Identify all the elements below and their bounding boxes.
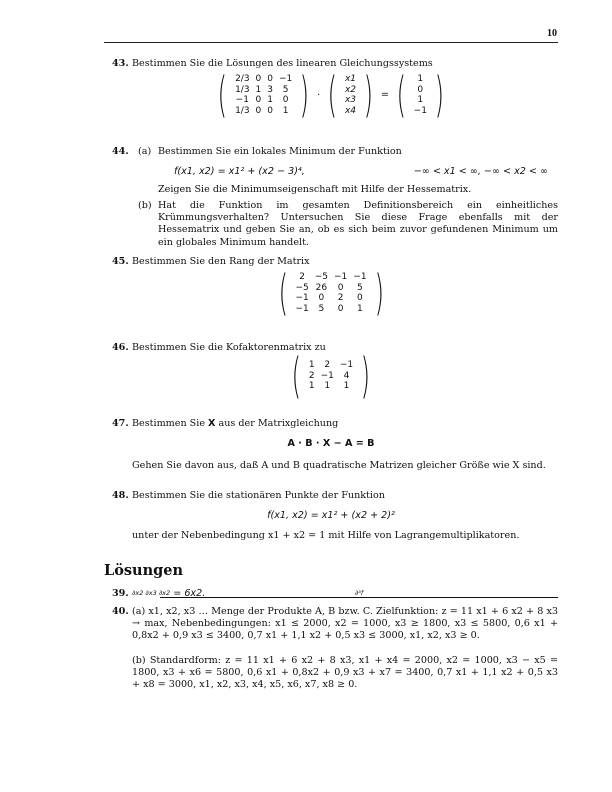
exercise-number: 44. [112, 146, 129, 157]
matrix-cell: −1 [295, 293, 309, 303]
exercise-text [132, 418, 558, 430]
exercise-number: 48. [112, 490, 129, 501]
solution-part-a: (a) x1, x2, x3 … Menge der Produkte A, B bzw. C. Zielfunktion: z = 11 x1 + 6 x2 + 8 x3 → max, Nebenbedingungen: x1 ≤ 2000, x2 = 1000, x3 ≥ 1800, x3 ≤ 5800, 0,6 x1 + 0,8x2 + 0,9 x3 ≤ 3400, 0,7 x1 + 1,1 x2 + 0,5 x3 ≤ 3000, x1, x2, x3 ≥ 0. [132, 606, 558, 642]
section-heading: Lösungen [104, 562, 184, 579]
matrix-cell: 1 [282, 105, 289, 116]
vector-cell: x4 [344, 105, 357, 116]
linear-system: ( 2/3 0 0 −1 1/3 1 3 5 −1 0 1 0 1/3 0 0 1 ) · ( x1 x2 x3 x4 ) = ( 1 0 1 −1 ) [218, 67, 444, 123]
matrix-cell: 1 [324, 381, 331, 392]
exercise-45 [104, 256, 558, 336]
matrix-symbol: X [208, 418, 216, 429]
matrix-cell: 0 [357, 293, 363, 303]
fraction-numerator: ∂³f [160, 590, 558, 598]
matrix-cell: −1 [339, 360, 354, 371]
matrix-cell: −5 [314, 272, 328, 282]
matrix-cell: 2/3 [235, 74, 250, 84]
exercise-43 [104, 58, 558, 138]
matrix-cell: 0 [267, 105, 274, 116]
part-label: (a) [138, 146, 152, 157]
part-text: Hat die Funktion im gesamten Definitionsbereich ein einheitliches Krümmungsverhalten? Untersuchen Sie diese Frage ebenfalls mit der Hessematrix und geben Sie an, ob es sich beim zuvor gefundenen Minimum um ein globales Minimum handelt. [158, 200, 558, 248]
matrix-cell: 5 [318, 303, 325, 314]
exercise-47 [104, 418, 558, 488]
header-rule [104, 42, 558, 43]
exercise-text: Bestimmen Sie die Kofaktorenmatrix zu [132, 342, 326, 353]
cofactor-source-matrix: ( 1 2 −1 2 −1 4 1 1 1 ) [291, 348, 371, 404]
part-text: Bestimmen Sie ein lokales Minimum der Funktion [158, 146, 402, 157]
matrix-cell: 0 [255, 95, 262, 105]
matrix-cell: −1 [320, 370, 334, 381]
exercise-44 [104, 146, 558, 256]
exercise-46 [104, 342, 558, 410]
text-part: aus der Matrixgleichung [215, 418, 339, 429]
matrix-cell: 5 [282, 84, 289, 95]
solution-number: 40. [112, 606, 129, 617]
unknown-vector [342, 74, 359, 116]
matrix-cell: −1 [295, 303, 309, 314]
matrix-cell: 2 [337, 293, 344, 303]
matrix [292, 272, 369, 314]
function-formula: f(x1, x2) = x1² + (x2 + 2)² [267, 510, 395, 521]
coefficient-matrix [232, 74, 295, 116]
matrix-cell: 0 [318, 293, 325, 303]
function-formula: f(x1, x2) = x1² + (x2 − 3)⁴, [174, 166, 305, 177]
fraction-denominator: ∂x2 ∂x3 ∂x2 [132, 588, 171, 597]
matrix-cell: −1 [334, 272, 348, 282]
equals-sign: = [380, 89, 389, 101]
matrix-cell: 5 [357, 282, 363, 293]
matrix-cell: 1 [308, 381, 315, 392]
function-domain: −∞ < x1 < ∞, −∞ < x2 < ∞ [413, 166, 548, 177]
vector-cell: 0 [417, 84, 424, 95]
matrix-cell: 1/3 [235, 105, 250, 116]
matrix [306, 360, 356, 392]
exercise-number: 43. [112, 58, 129, 69]
matrix-cell: 2 [299, 272, 305, 282]
vector-cell: 1 [417, 74, 424, 84]
matrix-cell: 1 [308, 360, 315, 371]
matrix-cell: 1 [267, 95, 274, 105]
exercise-number: 45. [112, 256, 129, 267]
matrix-cell: −1 [235, 95, 249, 105]
matrix-cell: 0 [255, 74, 262, 84]
page-number: 10 [547, 28, 557, 39]
exercise-text: Bestimmen Sie die Lösungen des linearen Gleichungssystems [132, 58, 433, 69]
exercise-number: 47. [112, 418, 129, 429]
part-label: (b) [138, 200, 152, 211]
exercise-number: 46. [112, 342, 129, 353]
matrix-cell: 4 [343, 370, 350, 381]
vector-cell: x1 [344, 74, 357, 84]
matrix-cell: 1 [255, 84, 262, 95]
solution-part-b: (b) Standardform: z = 11 x1 + 6 x2 + 8 x3, x1 + x4 = 2000, x2 = 1000, x3 − x5 = 1800, x3 + x6 = 5800, 0,6 x1 + 0,8x2 + 0,9 x3 + x7 = 3400, 0,7 x1 + 1,1 x2 + 0,5 x3 + x8 = 3000, x1, x2, x3, x4, x5, x6, x7, x8 ≥ 0. [132, 655, 558, 691]
vector-cell: x2 [344, 84, 357, 95]
matrix-cell: −1 [353, 272, 367, 282]
matrix-cell: −1 [279, 74, 293, 84]
solution-text [132, 588, 558, 600]
dot-operator: · [317, 89, 321, 101]
constraint-text: unter der Nebenbedingung x1 + x2 = 1 mit Hilfe von Lagrangemultiplikatoren. [132, 530, 520, 541]
matrix-cell: 1 [357, 303, 363, 314]
solution-40 [104, 606, 558, 726]
matrix-cell: 0 [337, 282, 344, 293]
matrix-cell: 3 [267, 84, 274, 95]
matrix-cell: 2 [324, 360, 331, 371]
matrix-cell: −5 [295, 282, 309, 293]
vector-cell: x3 [344, 95, 357, 105]
solution-result: = 6x2. [173, 588, 206, 599]
vector-cell: −1 [413, 105, 427, 116]
part-text: Zeigen Sie die Minimumseigenschaft mit Hilfe der Hessematrix. [158, 184, 472, 195]
exercise-note: Gehen Sie davon aus, daß A und B quadratische Matrizen gleicher Größe wie X sind. [132, 460, 546, 471]
exercise-text: Bestimmen Sie den Rang der Matrix [132, 256, 310, 267]
solution-number: 39. [112, 588, 129, 599]
matrix-cell: 0 [255, 105, 262, 116]
exercise-48 [104, 490, 558, 550]
matrix-cell: 2 [308, 370, 315, 381]
matrix-cell: 1/3 [235, 84, 250, 95]
vector-cell: 1 [417, 95, 424, 105]
matrix-cell: 0 [282, 95, 289, 105]
rhs-vector [411, 74, 430, 116]
text-part: Bestimmen Sie [132, 418, 209, 429]
matrix-cell: 1 [343, 381, 350, 392]
matrix-cell: 26 [315, 282, 328, 293]
exercise-text: Bestimmen Sie die stationären Punkte der Funktion [132, 490, 385, 501]
matrix-equation: A · B · X − A = B [287, 438, 375, 449]
rank-matrix: ( 2 −5 −1 −1 −5 26 0 5 −1 0 2 0 −1 5 0 1 ) [278, 265, 384, 321]
matrix-cell: 0 [267, 74, 274, 84]
solution-39 [104, 588, 558, 604]
matrix-cell: 0 [337, 303, 344, 314]
